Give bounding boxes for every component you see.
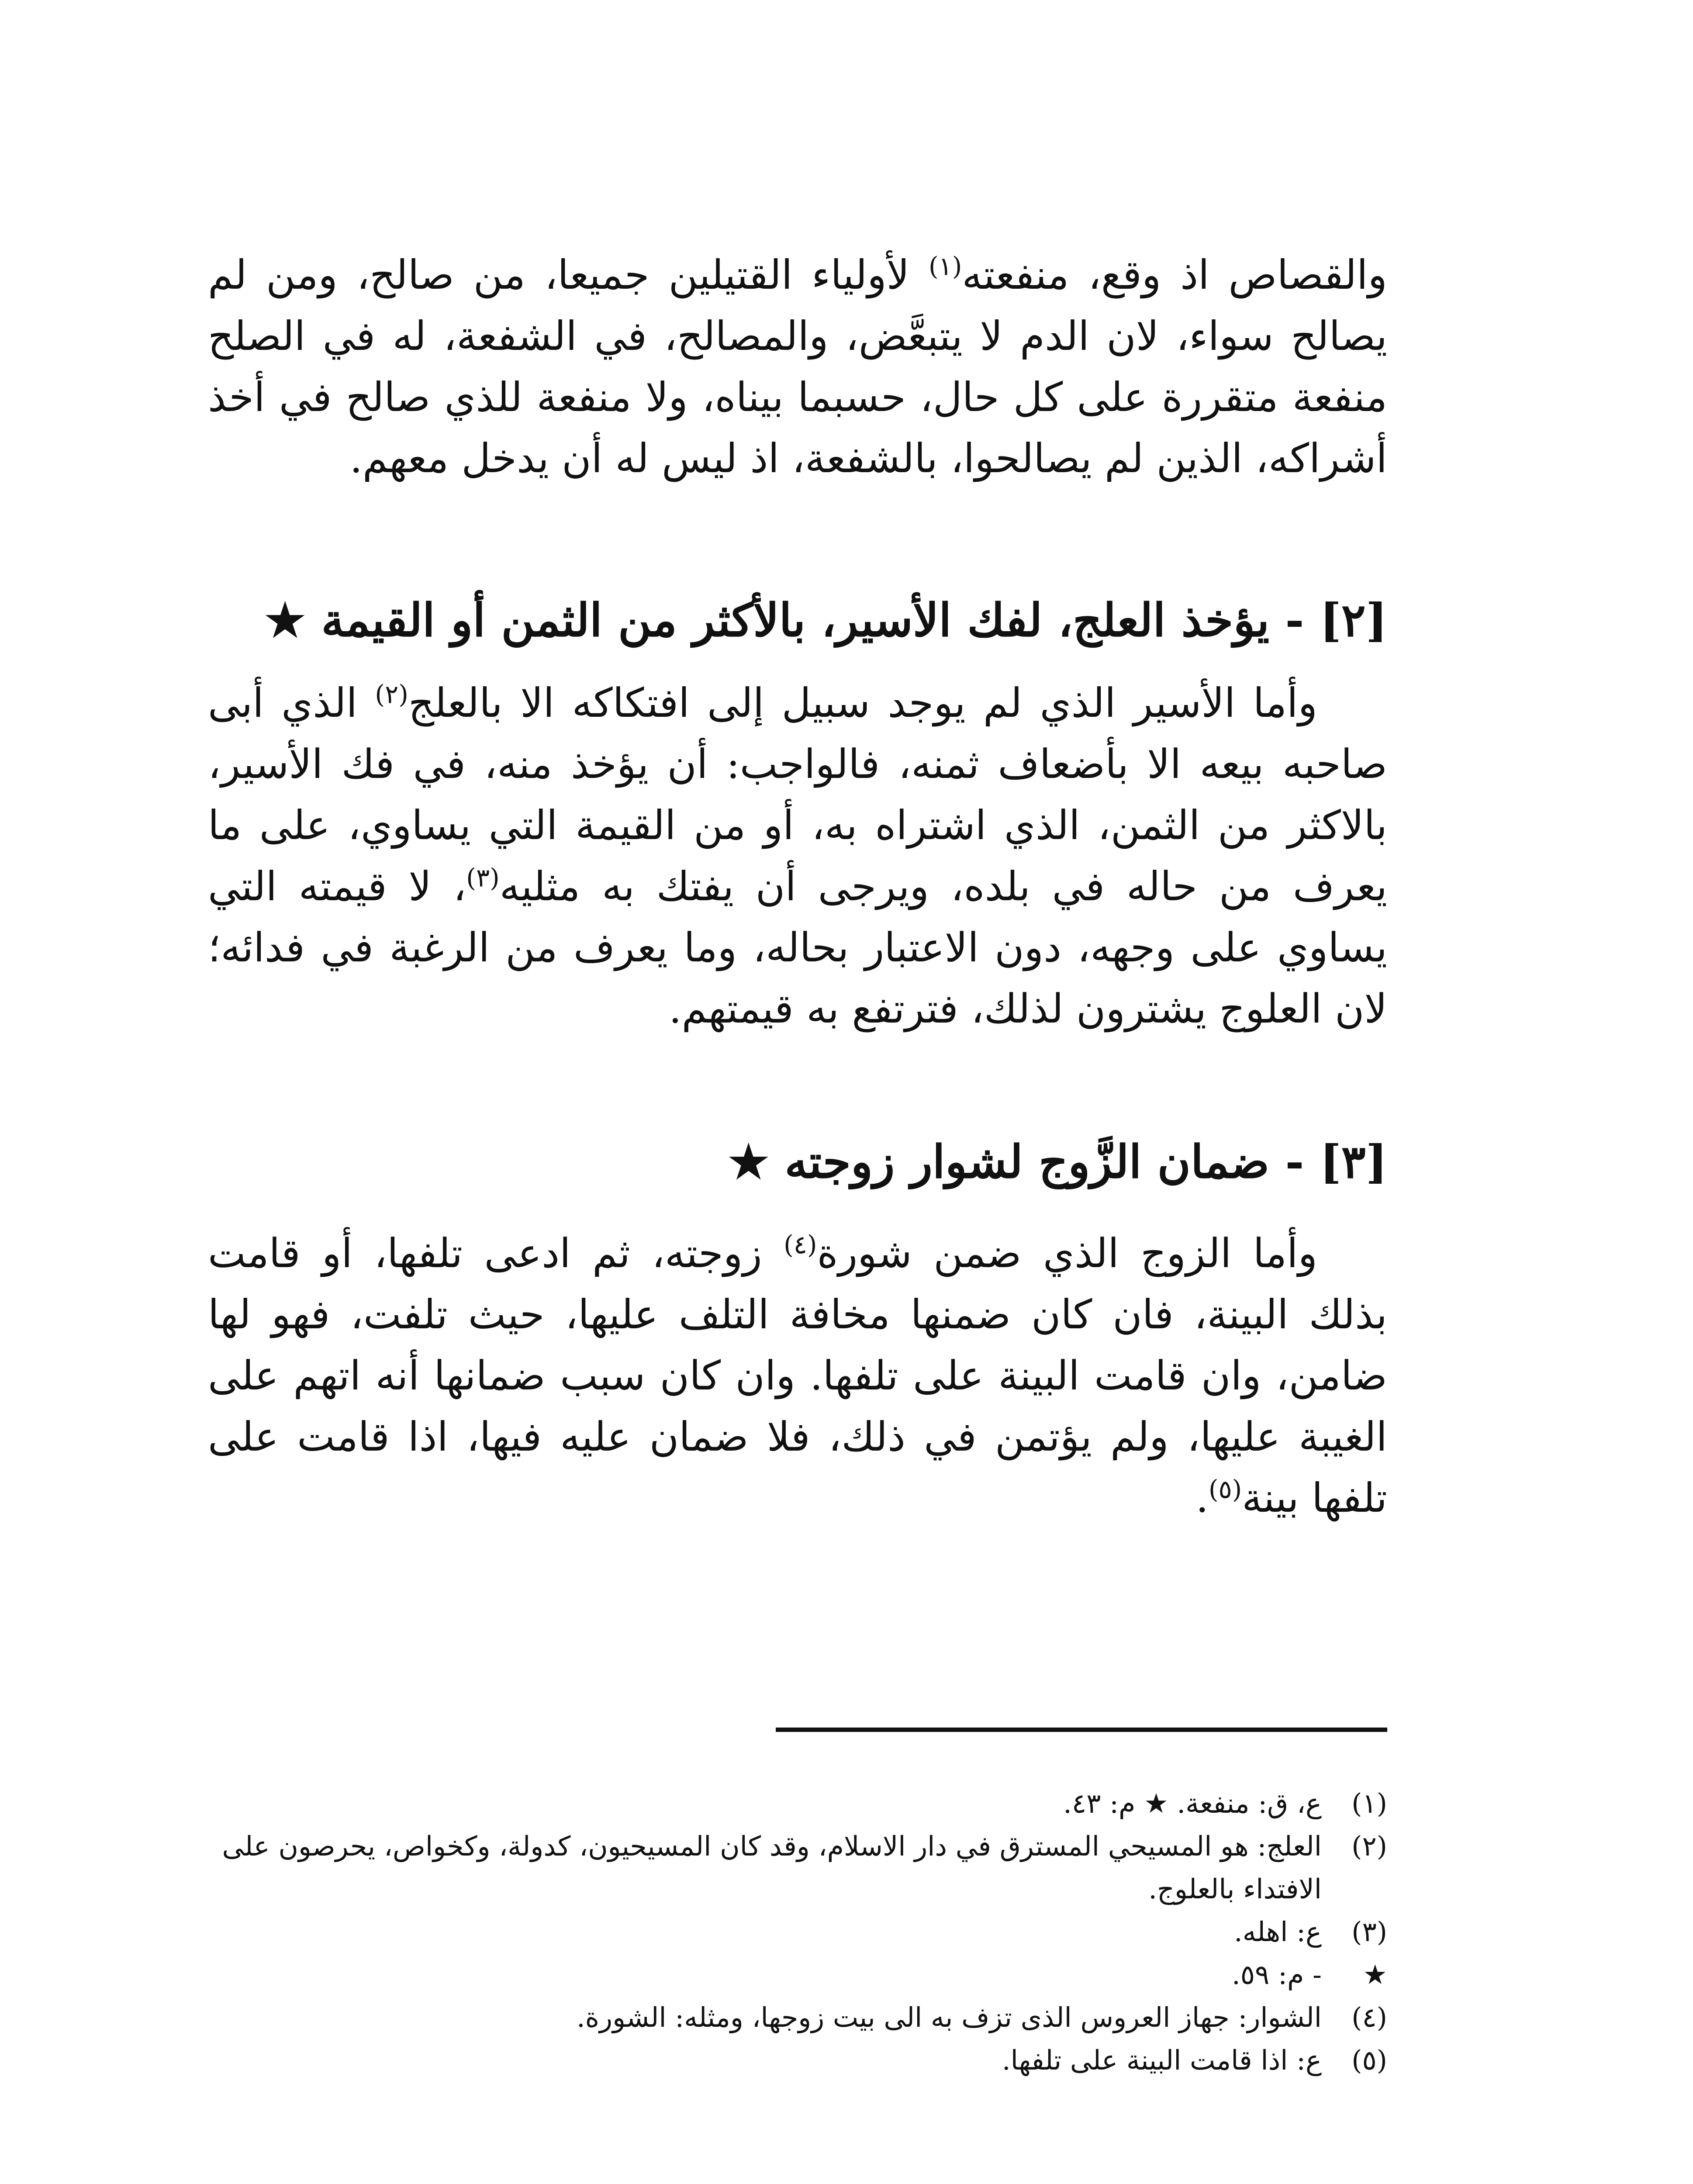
footnote-star-marker: ★	[1363, 1959, 1387, 1990]
opening-paragraph-text-rest: لأولياء القتيلين جميعا، من صالح، ومن لم يصالح سواء، لان الدم لا يتبعَّض، والمصالح، في الشفعة، له في الصلح منفعة متقررة على كل حال، حسبما بيناه، ولا منفعة للذي صالح في أخذ أشراكه، الذين لم يصالحوا، بالشفعة، اذ ليس له أن يدخل معهم.	[208, 252, 1387, 482]
section-3-text-c: .	[1195, 1475, 1209, 1521]
footnote-number: (١)	[1351, 1787, 1387, 1819]
footnote-item	[208, 1996, 1387, 2039]
section-3-text-a: وأما الزوج الذي ضمن شورة	[817, 1230, 1317, 1277]
footnote-separator	[776, 1728, 1387, 1732]
section-2-heading-block	[208, 585, 1387, 655]
footnote-ref-2: (٢)	[375, 679, 408, 709]
footnotes-section	[208, 1782, 1387, 2082]
section-2-text-a: وأما الأسير الذي لم يوجد سبيل إلى افتكاكه الا بالعلج	[408, 680, 1318, 726]
section-3-heading: [٣] - ضمان الزَّوج لشوار زوجته ★	[728, 1135, 1387, 1189]
footnote-item	[208, 1782, 1387, 1825]
footnote-text: العلج: هو المسيحي المسترق في دار الاسلام، وقد كان المسيحيون، كدولة، وكخواص، يحرصون على الافتداء بالعلوج.	[222, 1830, 1322, 1905]
section-2-paragraph-block	[208, 673, 1387, 1040]
opening-paragraph	[208, 245, 1387, 489]
section-2-text-b: الذي أبى صاحبه بيعه الا بأضعاف ثمنه، فالواجب: أن يؤخذ منه، في فك الأسير، بالاكثر من الثمن، الذي اشتراه به، أو من القيمة التي يساوي، على ما يعرف من حاله في بلده، ويرجى أن يفتك به مثليه	[208, 680, 1387, 910]
footnote-number: (٣)	[1351, 1916, 1387, 1948]
section-2-heading: [٢] - يؤخذ العلج، لفك الأسير، بالأكثر من الثمن أو القيمة ★	[265, 593, 1387, 647]
footnote-number: (٥)	[1351, 2044, 1387, 2076]
opening-paragraph-text: والقصاص اذ وقع، منفعته	[962, 252, 1387, 298]
section-2-text-c: ، لا قيمته التي يساوي على وجهه، دون الاعتبار بحاله، وما يعرف من الرغبة في فدائه؛ لان العلوج يشترون لذلك، فترتفع به قيمتهم.	[208, 863, 1387, 1032]
footnote-text: ع: اهله.	[1234, 1916, 1322, 1948]
section-3-paragraph-block	[208, 1223, 1387, 1529]
section-3-heading-block	[208, 1127, 1387, 1197]
footnote-text: - م: ٥٩.	[1232, 1959, 1322, 1990]
footnote-number: (٢)	[1351, 1830, 1387, 1862]
section-3-paragraph	[208, 1223, 1387, 1529]
footnote-text: ع، ق: منفعة. ★ م: ٤٣.	[1063, 1787, 1322, 1819]
footnote-item	[208, 1953, 1387, 1996]
footnote-text: ع: اذا قامت البينة على تلفها.	[1002, 2044, 1322, 2076]
footnote-ref-5: (٥)	[1208, 1474, 1242, 1504]
footnote-ref-1: (١)	[928, 251, 962, 281]
footnote-number: (٤)	[1351, 2001, 1387, 2033]
section-2-paragraph	[208, 673, 1387, 1040]
footnote-item	[208, 2039, 1387, 2082]
footnote-item	[208, 1911, 1387, 1953]
footnote-ref-4: (٤)	[784, 1230, 817, 1260]
footnote-item	[208, 1825, 1387, 1911]
section-3-text-b: زوجته، ثم ادعى تلفها، أو قامت بذلك البينة، فان كان ضمنها مخافة التلف عليها، حيث تلفت، فهو لها ضامن، وان قامت البينة على تلفها. وان كان سبب ضمانها أنه اتهم على الغيبة عليها، ولم يؤتمن في ذلك، فلا ضمان عليه فيها، اذا قامت على تلفها بينة	[208, 1230, 1387, 1521]
footnote-ref-3: (٣)	[466, 863, 500, 893]
footnote-text: الشوار: جهاز العروس الذى تزف به الى بيت زوجها، ومثله: الشورة.	[576, 2001, 1322, 2033]
opening-paragraph-block	[208, 245, 1387, 489]
